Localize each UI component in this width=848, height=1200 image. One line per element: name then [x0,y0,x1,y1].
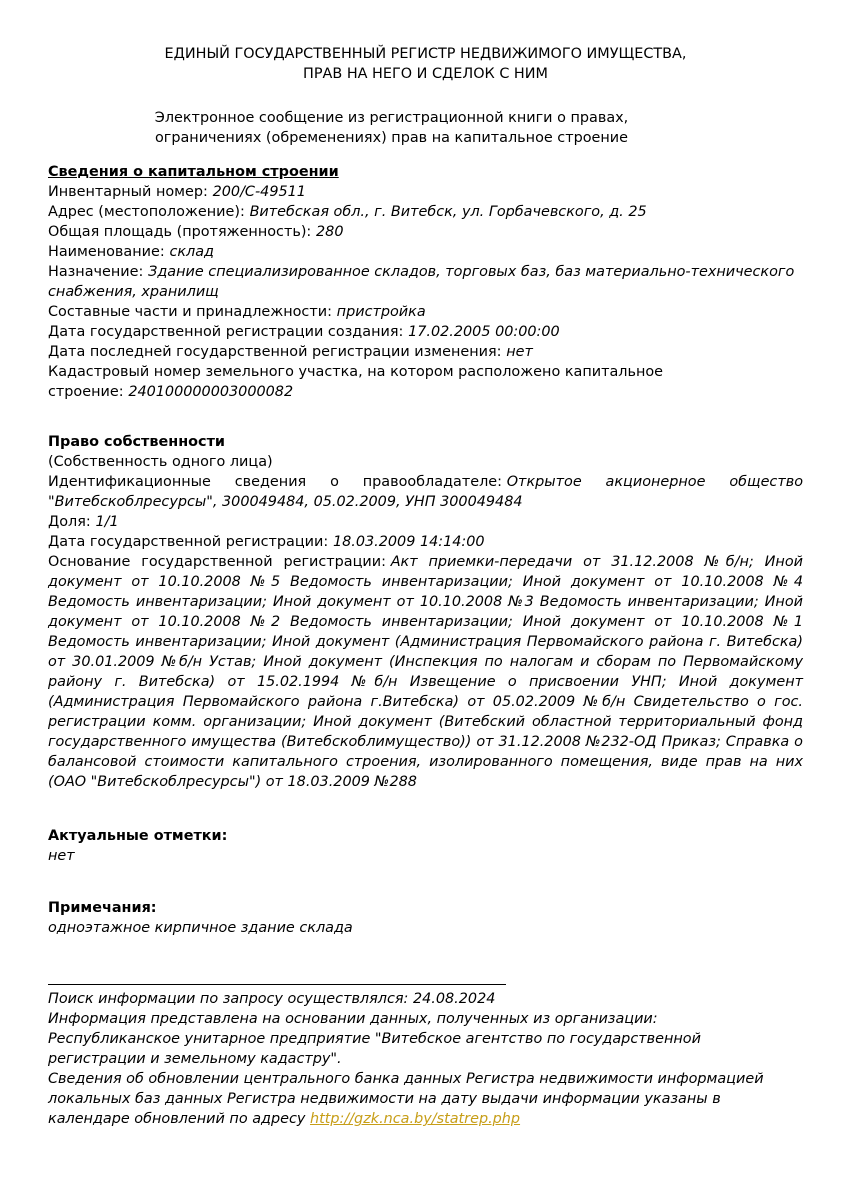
field-creation-reg-date [48,322,803,342]
field-value: Витебская обл., г. Витебск, ул. Горбачевского, д. 25 [249,204,647,220]
marks-value: нет [48,848,75,864]
field-purpose [48,262,803,302]
field-label: Инвентарный номер: [48,184,208,200]
statrep-link[interactable]: http://gzk.nca.by/statrep.php [309,1111,521,1127]
ownership-type-note: (Собственность одного лица) [48,454,273,470]
field-value: 200/С-49511 [212,184,306,200]
building-section [48,162,803,402]
field-label: Кадастровый номер земельного участка, на котором расположено капитальное строение: [48,364,664,400]
field-value: 18.03.2009 14:14:00 [332,534,485,550]
field-label: Доля: [48,514,91,530]
page-subtitle [48,108,735,148]
notes-value: одноэтажное кирпичное здание склада [48,920,353,936]
field-address [48,202,803,222]
field-label: Дата последней государственной регистрации изменения: [48,344,502,360]
field-value: 17.02.2005 00:00:00 [408,324,560,340]
footer-provided-line-2: Республиканское унитарное предприятие "Витебское агентство по государственной регистрации и земельному кадастру". [48,1031,701,1067]
notes-section-heading: Примечания: [48,900,157,916]
field-components [48,302,803,322]
field-label: Общая площадь (протяженность): [48,224,312,240]
building-section-heading: Сведения о капитальном строении [48,164,339,180]
field-share [48,512,803,532]
field-label: Основание государственной регистрации: [48,554,386,570]
footer-search-line: Поиск информации по запросу осуществлялся: 24.08.2024 [48,991,496,1007]
field-label: Наименование: [48,244,165,260]
notes-section [48,898,803,938]
field-label: Идентификационные сведения о правообладателе: [48,474,502,490]
field-value: Акт приемки-передачи от 31.12.2008 №б/н; Иной документ от 10.10.2008 №5 Ведомость инвентаризации; Иной документ от 10.10.2008 №4 Ведомость инвентаризации; Иной документ от 10.10.2008 №3 Ведомость инвентаризации; Иной документ от 10.10.2008 №2 Ведомость инвентаризации; Иной документ от 10.10.2008 №1 Ведомость инвентаризации; Иной документ (Администрация Первомайского района г. Витебска) от 30.01.2009 №б/н Устав; Иной документ (Инспекция по налогам и сборам по Первомайскому району г. Витебска) от 15.02.1994 №б/н Извещение о присвоении УНП; Иной документ (Администрация Первомайского района г.Витебска) от 05.02.2009 №б/н Свидетельство о гос. регистрации комм. организации; Иной документ (Витебский областной территориальный фонд государственного имущества (Витебскоблимущество)) от 31.12.2008 №232-ОД Приказ; Справка о балансовой стоимости капитального строения, изолированного помещения, виде прав на них (ОАО "Витебскоблресурсы") от 18.03.2009 №288 [48,554,803,790]
footer-provided-line-1: Информация представлена на основании данных, полученных из организации: [48,1011,658,1027]
field-rightholder [48,472,803,512]
field-reg-basis [48,552,803,792]
field-value: пристройка [336,304,426,320]
marks-section-heading: Актуальные отметки: [48,828,228,844]
field-value: 280 [316,224,344,240]
ownership-section-heading: Право собственности [48,434,225,450]
field-name [48,242,803,262]
field-label: Дата государственной регистрации: [48,534,329,550]
footer-update-paragraph [48,1069,803,1129]
field-value: Открытое акционерное общество "Витебскоблресурсы", 300049484, 05.02.2009, УНП 300049484 [48,474,803,510]
marks-section [48,826,803,866]
subtitle-line-1: Электронное сообщение из регистрационной книги о правах, [154,110,629,126]
field-label: Назначение: [48,264,144,280]
field-cadastral-number [48,362,803,402]
field-total-area [48,222,803,242]
field-value: нет [506,344,533,360]
field-last-change-reg-date [48,342,803,362]
footer-update-text: Сведения об обновлении центрального банка данных Регистра недвижимости информацией локальных баз данных Регистра недвижимости на дату выдачи информации указаны в календаре обновлений по адресу [48,1071,764,1127]
field-label: Дата государственной регистрации создания: [48,324,404,340]
title-line-2: ПРАВ НА НЕГО И СДЕЛОК С НИМ [303,66,548,82]
field-label: Составные части и принадлежности: [48,304,332,320]
ownership-section [48,432,803,792]
title-line-1: ЕДИНЫЙ ГОСУДАРСТВЕННЫЙ РЕГИСТР НЕДВИЖИМОГО ИМУЩЕСТВА, [164,46,687,62]
field-state-reg-date [48,532,803,552]
field-inventory-number [48,182,803,202]
separator-line [48,984,506,985]
footer-section [48,984,803,1129]
field-label: Адрес (местоположение): [48,204,245,220]
subtitle-line-2: ограничениях (обременениях) прав на капитальное строение [154,130,629,146]
field-value: Здание специализированное складов, торговых баз, баз материально-технического снабжения, хранилищ [48,264,795,300]
field-value: 240100000003000082 [128,384,294,400]
field-value: склад [169,244,215,260]
field-value: 1/1 [95,514,119,530]
page-title [48,44,803,84]
